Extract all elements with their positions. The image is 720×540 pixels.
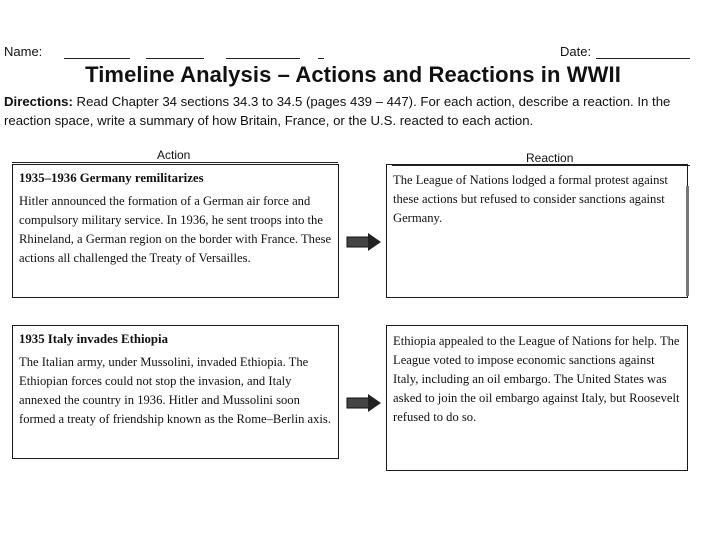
- name-blank-4: [318, 58, 324, 59]
- action-heading-1: 1935–1936 Germany remilitarizes: [19, 171, 204, 185]
- date-blank[interactable]: [596, 58, 690, 59]
- name-blank-1[interactable]: [64, 58, 130, 59]
- name-blank-2[interactable]: [146, 58, 204, 59]
- action-text-1: Hitler announced the formation of a German air force and compulsory military service. In 1936, he sent troops into the Rhineland, a German region on the border with France. These actions all challenged the Treaty of Versailles.: [19, 194, 332, 265]
- action-text-2: The Italian army, under Mussolini, invaded Ethiopia. The Ethiopian forces could not stop the invasion, and Italy annexed the country in 1936. Hitler and Mussolini soon formed a treaty of friendship known as the Rome–Berlin axis.: [19, 355, 331, 426]
- date-label: Date:: [560, 44, 592, 59]
- directions-label: Directions:: [4, 94, 73, 109]
- reaction-box-1[interactable]: [386, 164, 688, 298]
- directions: [4, 92, 710, 130]
- action-box-2: [12, 325, 339, 459]
- reaction-text-2: Ethiopia appealed to the League of Nations for help. The League voted to impose economic sanctions against Italy, including an oil embargo. The United States was asked to join the oil embargo against Italy, but Roosevelt refused to do so.: [393, 334, 680, 424]
- action-box-1: [12, 164, 339, 298]
- directions-text: Read Chapter 34 sections 34.3 to 34.5 (pages 439 – 447). For each action, describe a reaction. In the reaction space, write a summary of how Britain, France, or the U.S. reacted to each action.: [4, 94, 671, 128]
- name-label: Name:: [4, 44, 43, 59]
- arrow-right-icon: [346, 232, 382, 252]
- action-column-heading: Action: [157, 148, 191, 162]
- name-blank-3[interactable]: [226, 58, 300, 59]
- page-title: Timeline Analysis – Actions and Reactions in WWII: [85, 62, 621, 87]
- reaction-column-heading: Reaction: [526, 151, 574, 165]
- scan-mark: [686, 186, 689, 296]
- arrow-right-icon: [346, 393, 382, 413]
- action-heading-2: 1935 Italy invades Ethiopia: [19, 332, 168, 346]
- action-column-rule: [12, 162, 338, 163]
- reaction-text-1: The League of Nations lodged a formal protest against these actions but refused to consider sanctions against Germany.: [393, 173, 668, 225]
- reaction-box-2[interactable]: [386, 325, 688, 471]
